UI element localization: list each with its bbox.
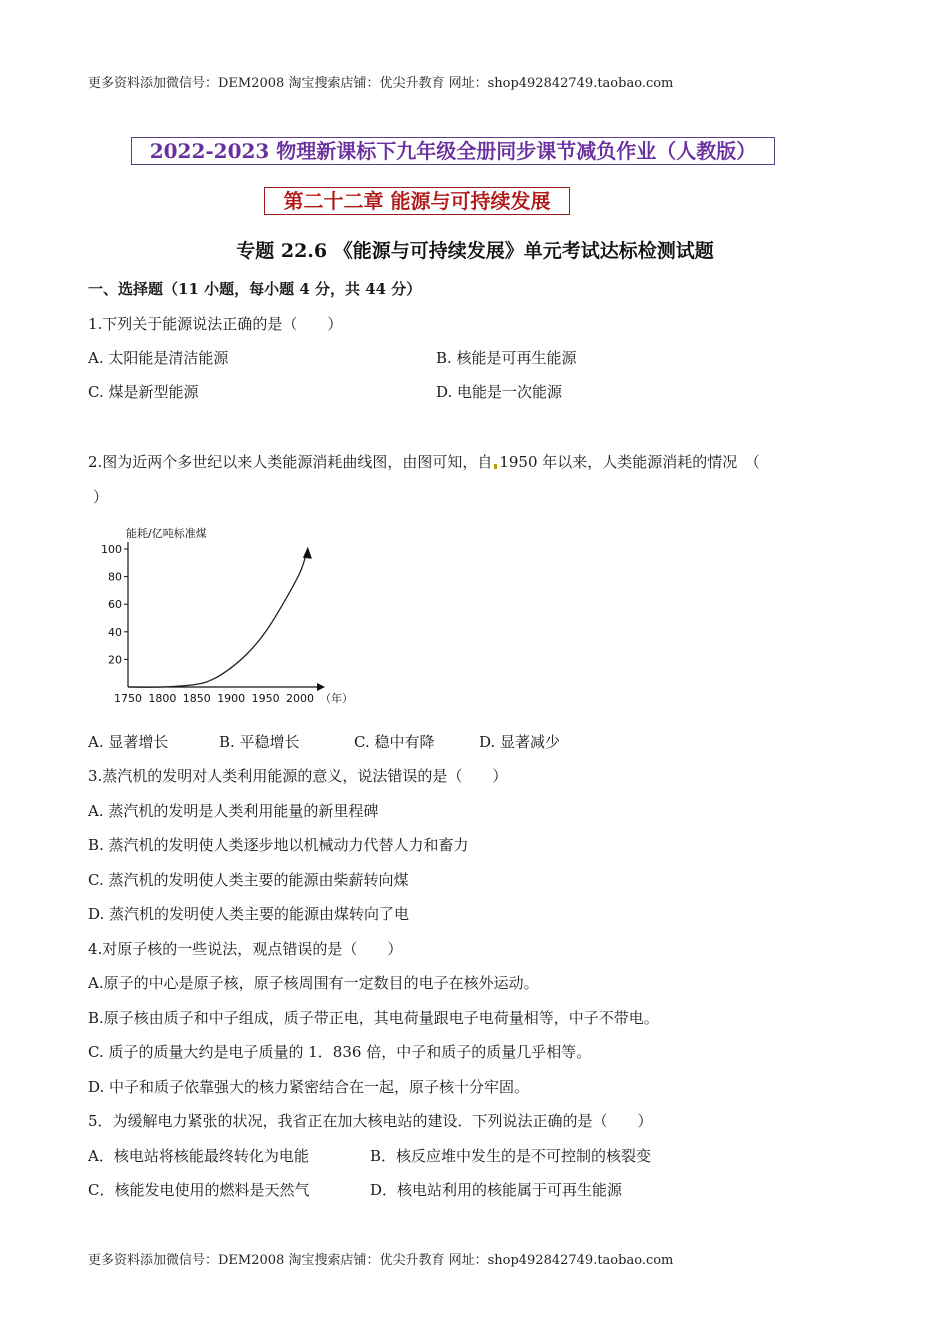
q2-stem-part2: 1950 年以来，人类能源消耗的情况 （: [499, 453, 760, 471]
y-axis-label: 能耗/亿吨标准煤: [126, 527, 207, 540]
q1-option-b: B. 核能是可再生能源: [436, 349, 577, 367]
y-tick-label: 100: [101, 543, 122, 556]
consumption-curve: [128, 552, 307, 687]
series-title: 2022-2023 物理新课标下九年级全册同步课节减负作业（人教版）: [131, 137, 775, 165]
q1-option-c: C. 煤是新型能源: [88, 383, 199, 401]
q3-stem: 3.蒸汽机的发明对人类利用能源的意义，说法错误的是（ ）: [88, 767, 508, 785]
page-header: 更多资料添加微信号：DEM2008 淘宝搜索店铺：优尖升教育 网址：shop492842749.taobao.com: [88, 76, 674, 91]
q4-option-d: D. 中子和质子依靠强大的核力紧密结合在一起，原子核十分牢固。: [88, 1078, 530, 1096]
q3-option-c: C. 蒸汽机的发明使人类主要的能源由柴薪转向煤: [88, 871, 409, 889]
y-tick-label: 80: [108, 570, 122, 584]
q3-option-b: B. 蒸汽机的发明使人类逐步地以机械动力代替人力和畜力: [88, 836, 469, 854]
q2-stem-close: ）: [93, 488, 109, 506]
x-tick-label: 1800: [148, 692, 177, 705]
x-axis-arrow: [317, 683, 325, 691]
chart-axes: [128, 542, 325, 691]
q3-option-a: A. 蒸汽机的发明是人类利用能量的新里程碑: [88, 802, 379, 820]
q5-option-c: C．核能发电使用的燃料是天然气: [88, 1181, 310, 1199]
energy-consumption-chart: [92, 522, 362, 712]
y-tick-label: 60: [108, 598, 122, 612]
q1-option-a: A. 太阳能是清洁能源: [88, 349, 229, 367]
x-tick-labels: [114, 692, 314, 705]
page-footer: 更多资料添加微信号：DEM2008 淘宝搜索店铺：优尖升教育 网址：shop492842749.taobao.com: [88, 1253, 674, 1268]
x-tick-label: 1850: [182, 692, 211, 705]
x-tick-label: 1750: [114, 692, 142, 705]
q1-option-d: D. 电能是一次能源: [436, 383, 563, 401]
topic-title: 专题 22.6 《能源与可持续发展》单元考试达标检测试题: [236, 240, 714, 262]
q5-option-d: D．核电站利用的核能属于可再生能源: [370, 1181, 623, 1199]
q2-option-a: A. 显著增长: [88, 733, 169, 751]
q1-stem: 1.下列关于能源说法正确的是（ ）: [88, 315, 343, 333]
q2-stem: [88, 451, 760, 472]
q2-option-d: D. 显著减少: [479, 733, 561, 751]
q3-option-d: D. 蒸汽机的发明使人类主要的能源由煤转向了电: [88, 905, 410, 923]
x-tick-label: 1950: [251, 692, 280, 705]
q4-stem: 4.对原子核的一些说法，观点错误的是（ ）: [88, 940, 403, 958]
y-tick-labels: [101, 543, 128, 666]
q5-option-b: B．核反应堆中发生的是不可控制的核裂变: [370, 1147, 652, 1165]
q5-stem: 5．为缓解电力紧张的状况，我省正在加大核电站的建设．下列说法正确的是（ ）: [88, 1112, 653, 1130]
y-tick-label: 20: [108, 653, 122, 667]
section-heading: 一、选择题（11 小题，每小题 4 分，共 44 分）: [88, 280, 422, 298]
q4-option-c: C. 质子的质量大约是电子质量的 1．836 倍，中子和质子的质量几乎相等。: [88, 1043, 592, 1061]
q2-option-c: C. 稳中有降: [354, 733, 435, 751]
q5-option-a: A．核电站将核能最终转化为电能: [88, 1147, 309, 1165]
ink-dot: [494, 464, 497, 469]
q4-option-a: A.原子的中心是原子核，原子核周围有一定数目的电子在核外运动。: [88, 974, 539, 992]
x-tick-label: 2000: [286, 692, 314, 705]
x-tick-label: 1900: [217, 692, 246, 705]
q4-option-b: B.原子核由质子和中子组成，质子带正电，其电荷量跟电子电荷量相等，中子不带电。: [88, 1009, 659, 1027]
q2-stem-part1: 2.图为近两个多世纪以来人类能源消耗曲线图，由图可知，自: [88, 453, 493, 471]
curve-arrowhead: [303, 547, 312, 559]
y-tick-label: 40: [108, 625, 122, 639]
q2-option-b: B. 平稳增长: [219, 733, 300, 751]
x-axis-label: （年）: [320, 692, 353, 705]
chapter-title: 第二十二章 能源与可持续发展: [264, 187, 570, 215]
